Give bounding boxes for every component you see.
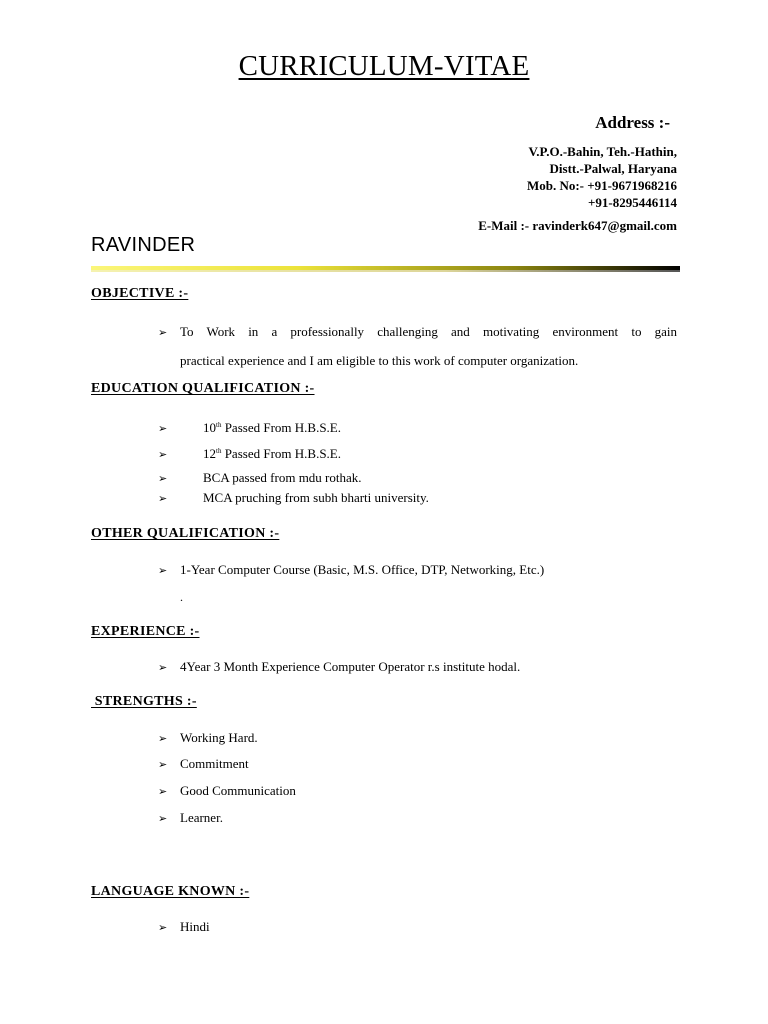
list-item: ➢ Working Hard. — [158, 729, 258, 748]
email-line: E-Mail :- ravinderk647@gmail.com — [478, 218, 677, 233]
address-lines — [527, 143, 677, 211]
trailing-dot: . — [180, 590, 183, 604]
list-item: ➢ 12th Passed From H.B.S.E. — [158, 442, 341, 464]
candidate-name: RAVINDER — [91, 234, 196, 256]
arrow-bullet-icon: ➢ — [158, 423, 168, 435]
list-item: ➢ Hindi — [158, 918, 210, 937]
arrow-bullet-icon: ➢ — [158, 813, 168, 825]
list-item: ➢ 1-Year Computer Course (Basic, M.S. Office, DTP, Networking, Etc.) — [158, 561, 544, 580]
address-line: Distt.-Palwal, Haryana — [549, 161, 677, 176]
arrow-bullet-icon: ➢ — [158, 733, 168, 745]
arrow-bullet-icon: ➢ — [158, 922, 168, 934]
list-item: ➢ BCA passed from mdu rothak. — [158, 469, 362, 488]
arrow-bullet-icon: ➢ — [158, 565, 168, 577]
list-item: ➢ MCA pruching from subh bharti university. — [158, 489, 429, 508]
strengths-heading: STRENGTHS :- — [91, 694, 197, 709]
name-divider-shadow — [91, 270, 680, 272]
arrow-bullet-icon: ➢ — [158, 786, 168, 798]
language-heading: LANGUAGE KNOWN :- — [91, 884, 250, 899]
other-qualification-heading: OTHER QUALIFICATION :- — [91, 526, 280, 541]
arrow-bullet-icon: ➢ — [158, 473, 168, 485]
list-item: ➢ Learner. — [158, 809, 223, 828]
list-item: ➢ 4Year 3 Month Experience Computer Operator r.s institute hodal. — [158, 658, 520, 677]
list-item: ➢ Commitment — [158, 755, 249, 774]
arrow-bullet-icon: ➢ — [158, 327, 168, 339]
objective-line-1: ➢ To Work in a professionally challenging and motivating environment to gain — [158, 318, 677, 347]
cv-title: CURRICULUM-VITAE — [238, 50, 530, 82]
list-item: ➢ 10th Passed From H.B.S.E. — [158, 416, 341, 438]
arrow-bullet-icon: ➢ — [158, 493, 168, 505]
address-block — [527, 113, 677, 211]
objective-text — [158, 318, 677, 375]
objective-line-2: practical experience and I am eligible to this work of computer organization. — [180, 353, 579, 368]
address-heading: Address :- — [595, 113, 670, 132]
experience-heading: EXPERIENCE :- — [91, 624, 200, 639]
arrow-bullet-icon: ➢ — [158, 449, 168, 461]
mobile-number-alt: +91-8295446114 — [587, 195, 677, 210]
arrow-bullet-icon: ➢ — [158, 662, 168, 674]
objective-heading: OBJECTIVE :- — [91, 286, 189, 301]
address-line: V.P.O.-Bahin, Teh.-Hathin, — [528, 144, 677, 159]
list-item: ➢ Good Communication — [158, 782, 296, 801]
education-heading: EDUCATION QUALIFICATION :- — [91, 381, 315, 396]
arrow-bullet-icon: ➢ — [158, 759, 168, 771]
mobile-number: Mob. No:- +91-9671968216 — [526, 178, 677, 193]
